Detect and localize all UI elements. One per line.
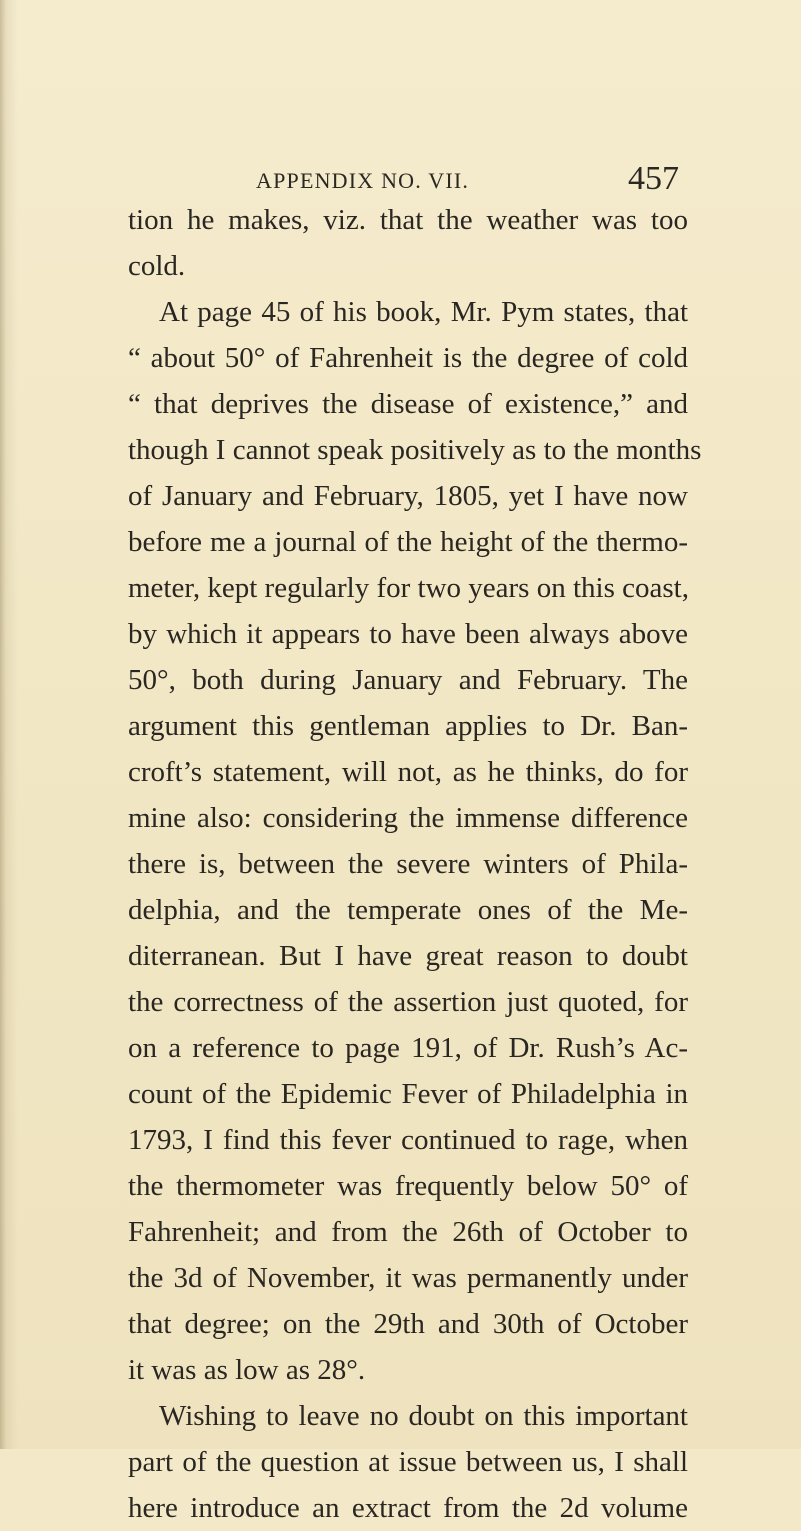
text-line: “ that deprives the disease of existence,” and [128, 388, 688, 420]
text-line: that degree; on the 29th and 30th of October [128, 1308, 688, 1340]
text-line: mine also: considering the immense difference [128, 802, 688, 834]
text-line: before me a journal of the height of the thermo- [128, 526, 688, 558]
text-line: 50°, both during January and February. The [128, 664, 688, 696]
text-line: on a reference to page 191, of Dr. Rush’s Ac- [128, 1032, 688, 1064]
text-line: the correctness of the assertion just quoted, for [128, 986, 688, 1018]
text-line: it was as low as 28°. [128, 1354, 366, 1386]
running-head: APPENDIX NO. VII. [256, 168, 470, 193]
body-text [128, 197, 702, 1531]
text-line: meter, kept regularly for two years on this coast, [128, 572, 689, 604]
text-line: the thermometer was frequently below 50° of [128, 1170, 688, 1202]
text-line: there is, between the severe winters of Phila- [128, 848, 688, 880]
text-line: part of the question at issue between us, I shall [128, 1446, 688, 1478]
text-line: 1793, I find this fever continued to rage, when [128, 1124, 688, 1156]
page-number: 457 [628, 160, 679, 197]
text-line: cold. [128, 250, 186, 282]
text-line: croft’s statement, will not, as he thinks, do for [128, 756, 688, 788]
text-line: the 3d of November, it was permanently under [128, 1262, 688, 1294]
text-line: delphia, and the temperate ones of the Me- [128, 894, 688, 926]
text-line: tion he makes, viz. that the weather was too [128, 204, 688, 236]
text-line: here introduce an extract from the 2d volume [128, 1492, 688, 1524]
text-line: though I cannot speak positively as to the months [128, 434, 702, 466]
page-header [0, 160, 801, 200]
text-line: Fahrenheit; and from the 26th of October to [128, 1216, 688, 1248]
text-line: “ about 50° of Fahrenheit is the degree of cold [128, 342, 688, 374]
text-line: Wishing to leave no doubt on this important [159, 1400, 688, 1432]
text-line: by which it appears to have been always above [128, 618, 688, 650]
text-line: diterranean. But I have great reason to doubt [128, 940, 688, 972]
text-line: At page 45 of his book, Mr. Pym states, that [159, 296, 688, 328]
text-line: count of the Epidemic Fever of Philadelphia in [128, 1078, 688, 1110]
text-line: of January and February, 1805, yet I have now [128, 480, 688, 512]
text-line: argument this gentleman applies to Dr. Ban- [128, 710, 688, 742]
